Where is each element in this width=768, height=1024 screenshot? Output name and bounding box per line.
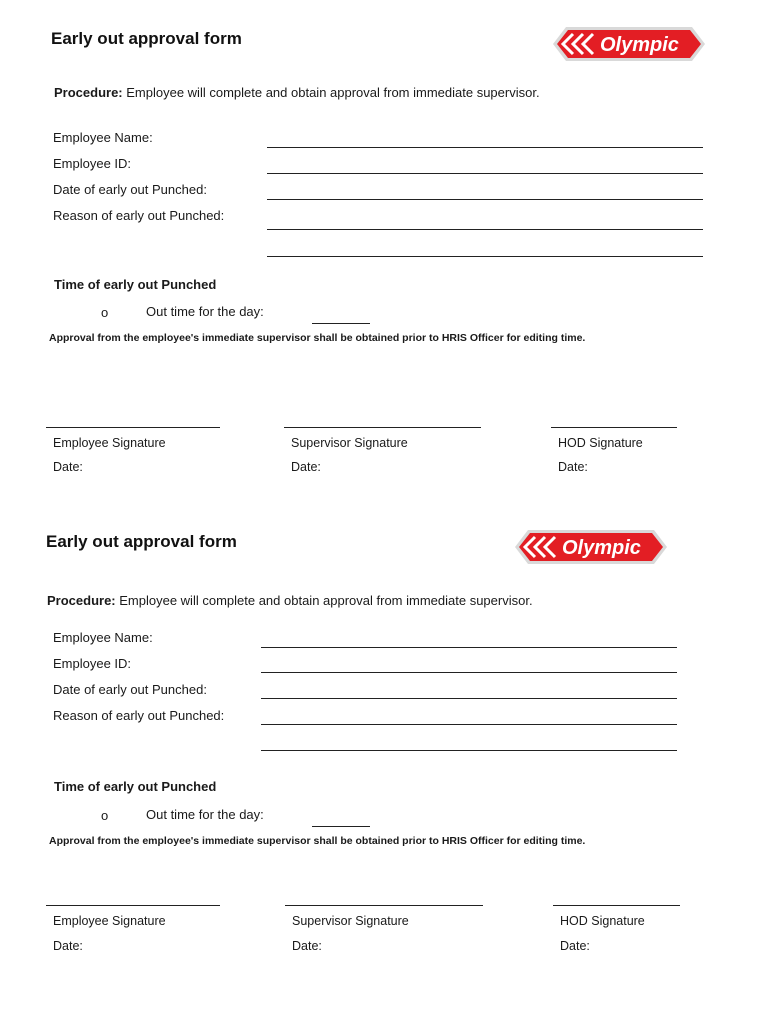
supervisor-signature-label: Supervisor Signature bbox=[291, 436, 408, 450]
reason-field-line-1[interactable] bbox=[267, 229, 703, 230]
procedure-label: Procedure: bbox=[54, 85, 123, 100]
logo-text: Olympic bbox=[562, 537, 641, 559]
employee-name-field[interactable] bbox=[261, 647, 677, 648]
employee-id-label: Employee ID: bbox=[53, 156, 132, 171]
employee-id-field[interactable] bbox=[261, 672, 677, 673]
reason-field-line-1[interactable] bbox=[261, 724, 677, 725]
date-punched-field[interactable] bbox=[267, 199, 703, 200]
supervisor-date-label: Date: bbox=[292, 939, 322, 953]
employee-id-label: Employee ID: bbox=[53, 656, 132, 671]
form-title: Early out approval form bbox=[46, 532, 237, 551]
employee-signature-line[interactable] bbox=[46, 427, 220, 428]
logo-text: Olympic bbox=[600, 34, 679, 56]
hod-signature-line[interactable] bbox=[553, 905, 680, 906]
procedure-label: Procedure: bbox=[47, 593, 116, 608]
procedure-line bbox=[47, 593, 533, 608]
employee-date-label: Date: bbox=[53, 460, 83, 474]
employee-date-label: Date: bbox=[53, 939, 83, 953]
hod-signature-label: HOD Signature bbox=[558, 436, 643, 450]
approval-note: Approval from the employee's immediate supervisor shall be obtained prior to HRIS Officer for editing time. bbox=[49, 332, 586, 344]
hod-signature-label: HOD Signature bbox=[560, 914, 645, 928]
reason-field-line-2[interactable] bbox=[267, 256, 703, 257]
employee-name-field[interactable] bbox=[267, 147, 703, 148]
hod-date-label: Date: bbox=[558, 460, 588, 474]
supervisor-signature-line[interactable] bbox=[285, 905, 483, 906]
out-time-field[interactable] bbox=[312, 826, 370, 827]
reason-field-line-2[interactable] bbox=[261, 750, 677, 751]
out-time-label: Out time for the day: bbox=[146, 807, 264, 822]
time-heading: Time of early out Punched bbox=[54, 779, 217, 794]
reason-punched-label: Reason of early out Punched: bbox=[53, 208, 225, 223]
olympic-logo bbox=[514, 529, 668, 565]
date-punched-field[interactable] bbox=[261, 698, 677, 699]
procedure-text: Employee will complete and obtain approval from immediate supervisor. bbox=[115, 593, 533, 608]
date-punched-label: Date of early out Punched: bbox=[53, 682, 207, 697]
supervisor-signature-line[interactable] bbox=[284, 427, 481, 428]
out-time-label: Out time for the day: bbox=[146, 304, 264, 319]
employee-signature-label: Employee Signature bbox=[53, 436, 166, 450]
employee-signature-line[interactable] bbox=[46, 905, 220, 906]
reason-punched-label: Reason of early out Punched: bbox=[53, 708, 225, 723]
time-heading: Time of early out Punched bbox=[54, 277, 217, 292]
employee-id-field[interactable] bbox=[267, 173, 703, 174]
employee-name-label: Employee Name: bbox=[53, 130, 153, 145]
procedure-line bbox=[54, 85, 540, 100]
approval-note: Approval from the employee's immediate supervisor shall be obtained prior to HRIS Officer for editing time. bbox=[49, 835, 586, 847]
employee-name-label: Employee Name: bbox=[53, 630, 153, 645]
olympic-logo bbox=[552, 26, 706, 62]
form-title: Early out approval form bbox=[51, 29, 242, 48]
date-punched-label: Date of early out Punched: bbox=[53, 182, 207, 197]
supervisor-date-label: Date: bbox=[291, 460, 321, 474]
employee-signature-label: Employee Signature bbox=[53, 914, 166, 928]
out-time-field[interactable] bbox=[312, 323, 370, 324]
bullet-icon: o bbox=[101, 305, 109, 320]
procedure-text: Employee will complete and obtain approval from immediate supervisor. bbox=[122, 85, 540, 100]
supervisor-signature-label: Supervisor Signature bbox=[292, 914, 409, 928]
hod-signature-line[interactable] bbox=[551, 427, 677, 428]
hod-date-label: Date: bbox=[560, 939, 590, 953]
bullet-icon: o bbox=[101, 808, 109, 823]
